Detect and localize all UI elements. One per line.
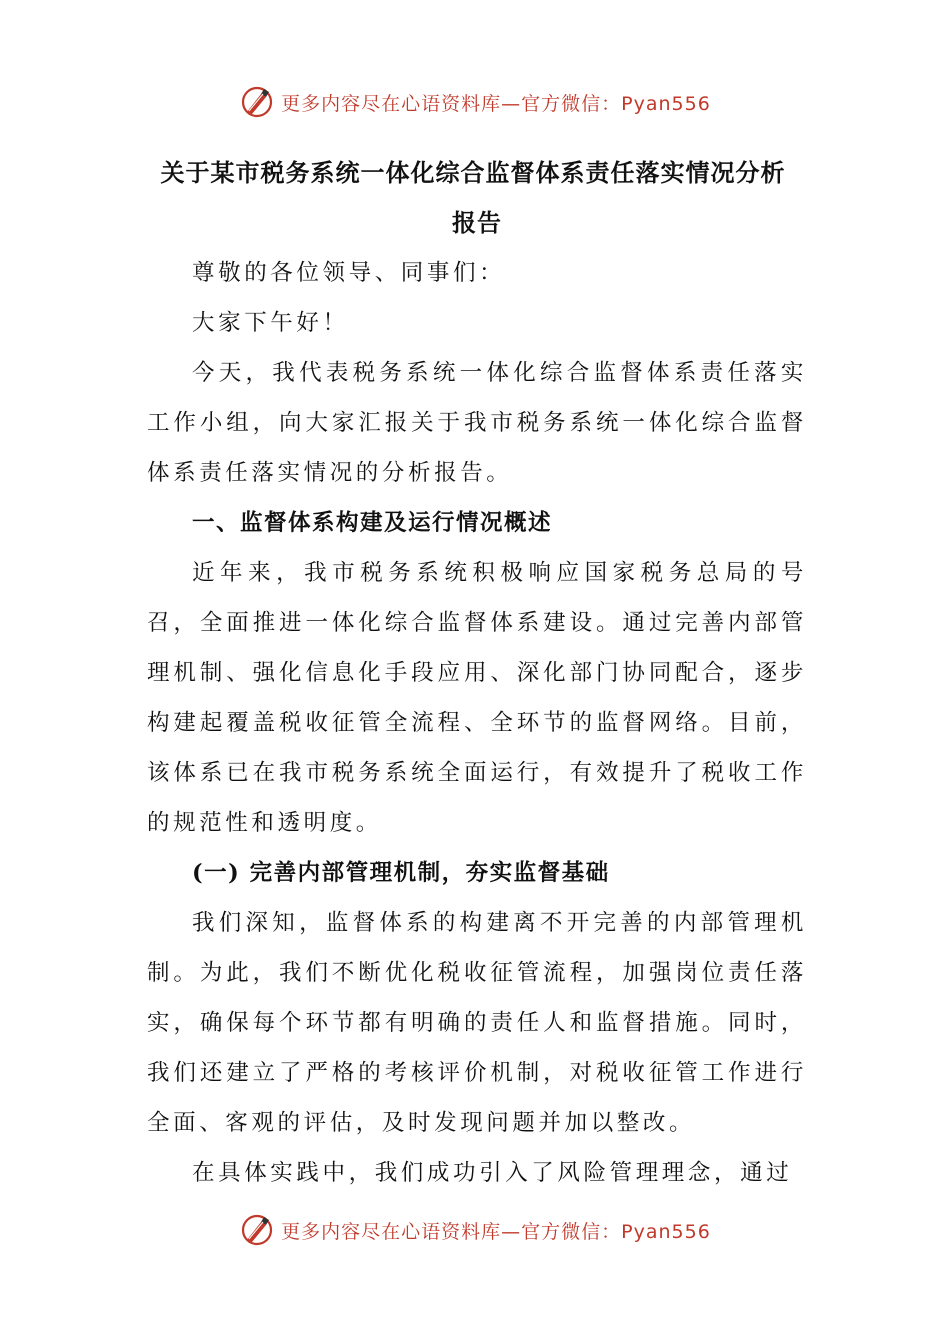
watermark-banner-top [0,80,950,124]
intro-paragraph: 今天，我代表税务系统一体化综合监督体系责任落实工作小组，向大家汇报关于我市税务系统一体化综合监督体系责任落实情况的分析报告。 [147,360,807,486]
section1-paragraph: 近年来，我市税务系统积极响应国家税务总局的号召，全面推进一体化综合监督体系建设。通过完善内部管理机制、强化信息化手段应用、深化部门协同配合，逐步构建起覆盖税收征管全流程、全环节的监督网络。目前，该体系已在我市税务系统全面运行，有效提升了税收工作的规范性和透明度。 [147,560,807,836]
subsection1-heading: (一) 完善内部管理机制，夯实监督基础 [192,860,610,886]
document-title-line1: 关于某市税务系统一体化综合监督体系责任落实情况分析 [160,158,786,187]
pen-nib-logo-icon [239,84,275,120]
watermark-text: 更多内容尽在心语资料库—官方微信：Pyan556 [281,92,711,115]
document-title-line2: 报告 [452,208,502,237]
document-body [147,148,807,1198]
watermark-banner-bottom [0,1208,950,1252]
watermark-text: 更多内容尽在心语资料库—官方微信：Pyan556 [281,1220,711,1243]
salutation: 尊敬的各位领导、同事们： [192,260,506,286]
greeting: 大家下午好！ [192,310,349,336]
subsection1-paragraph2: 在具体实践中，我们成功引入了风险管理理念，通过 [192,1160,793,1186]
subsection1-paragraph1: 我们深知，监督体系的构建离不开完善的内部管理机制。为此，我们不断优化税收征管流程，加强岗位责任落实，确保每个环节都有明确的责任人和监督措施。同时，我们还建立了严格的考核评价机制，对税收征管工作进行全面、客观的评估，及时发现问题并加以整改。 [147,910,807,1136]
pen-nib-logo-icon [239,1212,275,1248]
section1-heading: 一、监督体系构建及运行情况概述 [192,510,553,536]
